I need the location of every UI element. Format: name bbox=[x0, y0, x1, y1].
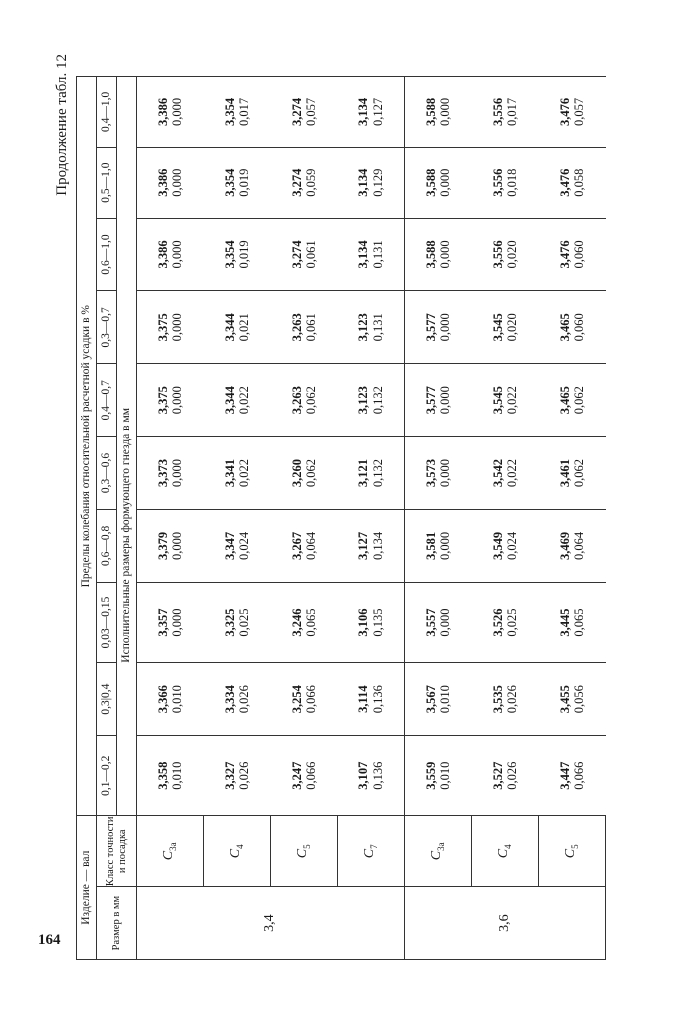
dimension-value: 3,445 bbox=[557, 608, 572, 637]
tolerance-value: 0,062 bbox=[304, 386, 318, 415]
tolerance-value: 0,056 bbox=[572, 685, 586, 714]
tolerance-value: 0,062 bbox=[572, 458, 586, 488]
value-cell bbox=[405, 437, 472, 510]
class-subscript: 4 bbox=[235, 844, 246, 849]
dimension-value: 3,379 bbox=[155, 531, 170, 560]
dimension-value: 3,542 bbox=[490, 458, 505, 488]
dimension-value: 3,134 bbox=[356, 168, 371, 197]
table-row bbox=[405, 77, 472, 960]
class-letter: C bbox=[496, 848, 512, 859]
dimension-value: 3,386 bbox=[155, 168, 170, 197]
accuracy-class-cell bbox=[271, 816, 338, 887]
accuracy-class-cell bbox=[137, 816, 204, 887]
dimension-value: 3,260 bbox=[289, 458, 304, 488]
tolerance-value: 0,000 bbox=[170, 168, 185, 197]
tolerance-value: 0,062 bbox=[304, 458, 318, 488]
dimension-value: 3,354 bbox=[222, 168, 237, 197]
value-cell bbox=[539, 291, 606, 364]
dimension-value: 3,123 bbox=[356, 386, 371, 415]
value-cell bbox=[271, 582, 338, 662]
tolerance-value: 0,060 bbox=[572, 240, 586, 269]
dimension-value: 3,358 bbox=[155, 761, 170, 790]
value-cell bbox=[338, 147, 405, 218]
class-letter: C bbox=[295, 848, 311, 859]
value-cell bbox=[405, 736, 472, 816]
dimension-value: 3,447 bbox=[557, 761, 572, 790]
value-cell bbox=[271, 77, 338, 148]
class-subscript: 5 bbox=[570, 844, 581, 849]
value-cell bbox=[405, 291, 472, 364]
value-cell bbox=[472, 736, 539, 816]
tolerance-value: 0,019 bbox=[237, 168, 251, 197]
size-cell: 3,4 bbox=[137, 887, 405, 960]
dimension-value: 3,545 bbox=[490, 313, 505, 342]
dimension-value: 3,267 bbox=[289, 531, 304, 560]
class-subscript: 7 bbox=[369, 844, 380, 849]
tolerance-value: 0,022 bbox=[505, 458, 519, 488]
dimension-value: 3,263 bbox=[289, 313, 304, 342]
tolerance-value: 0,000 bbox=[438, 458, 453, 488]
dimension-value: 3,545 bbox=[490, 386, 505, 415]
dimension-value: 3,366 bbox=[155, 685, 170, 714]
tolerance-value: 0,127 bbox=[370, 97, 385, 126]
value-cell bbox=[539, 147, 606, 218]
value-cell bbox=[204, 147, 271, 218]
class-letter: C bbox=[563, 848, 579, 859]
value-cell bbox=[271, 509, 338, 582]
table-row bbox=[338, 77, 405, 960]
value-cell bbox=[539, 364, 606, 437]
dimension-value: 3,274 bbox=[289, 168, 304, 197]
shrinkage-table bbox=[76, 76, 606, 960]
value-cell bbox=[472, 291, 539, 364]
value-cell bbox=[405, 364, 472, 437]
table-row bbox=[539, 77, 606, 960]
range-header: 0,3—0,7 bbox=[97, 291, 117, 364]
value-cell bbox=[405, 147, 472, 218]
dimension-value: 3,263 bbox=[289, 386, 304, 415]
range-header: 0,4—0,7 bbox=[97, 364, 117, 437]
dimension-value: 3,557 bbox=[423, 608, 438, 637]
tolerance-value: 0,065 bbox=[572, 608, 586, 637]
tolerance-value: 0,066 bbox=[304, 761, 318, 790]
table-row bbox=[204, 77, 271, 960]
value-cell bbox=[271, 437, 338, 510]
value-cell bbox=[338, 663, 405, 736]
value-cell bbox=[338, 364, 405, 437]
tolerance-value: 0,136 bbox=[370, 685, 385, 714]
tolerance-value: 0,019 bbox=[237, 240, 251, 269]
value-cell bbox=[204, 437, 271, 510]
dimension-value: 3,549 bbox=[490, 531, 505, 560]
dimension-value: 3,559 bbox=[423, 761, 438, 790]
table-row bbox=[137, 77, 204, 960]
size-cell: 3,6 bbox=[405, 887, 606, 960]
tolerance-value: 0,000 bbox=[438, 97, 453, 126]
dimension-value: 3,334 bbox=[222, 685, 237, 714]
value-cell bbox=[472, 147, 539, 218]
tolerance-value: 0,026 bbox=[505, 761, 519, 790]
value-cell bbox=[472, 509, 539, 582]
tolerance-value: 0,135 bbox=[370, 608, 385, 637]
class-letter: C bbox=[228, 848, 244, 859]
class-subscript: 3а bbox=[436, 842, 447, 851]
tolerance-value: 0,000 bbox=[438, 386, 453, 415]
value-cell bbox=[405, 77, 472, 148]
tolerance-value: 0,134 bbox=[370, 531, 385, 560]
dimension-value: 3,357 bbox=[155, 608, 170, 637]
dimension-value: 3,123 bbox=[356, 313, 371, 342]
value-cell bbox=[405, 218, 472, 291]
value-cell bbox=[137, 736, 204, 816]
tolerance-value: 0,136 bbox=[370, 761, 385, 790]
dimension-value: 3,347 bbox=[222, 531, 237, 560]
accuracy-class-cell bbox=[472, 816, 539, 887]
table-caption: Продолжение табл. 12 bbox=[54, 54, 70, 196]
dimension-value: 3,327 bbox=[222, 761, 237, 790]
dimension-value: 3,134 bbox=[356, 240, 371, 269]
table-row bbox=[271, 77, 338, 960]
value-cell bbox=[271, 663, 338, 736]
value-cell bbox=[405, 663, 472, 736]
tolerance-value: 0,060 bbox=[572, 313, 586, 342]
dimension-value: 3,535 bbox=[490, 685, 505, 714]
dimension-value: 3,107 bbox=[356, 761, 371, 790]
tolerance-value: 0,131 bbox=[370, 240, 385, 269]
value-cell bbox=[271, 291, 338, 364]
value-cell bbox=[204, 77, 271, 148]
dimension-value: 3,465 bbox=[557, 386, 572, 415]
dimension-value: 3,134 bbox=[356, 97, 371, 126]
dimension-value: 3,573 bbox=[423, 458, 438, 488]
tolerance-value: 0,000 bbox=[438, 168, 453, 197]
tolerance-value: 0,000 bbox=[438, 313, 453, 342]
class-subscript: 5 bbox=[302, 844, 313, 849]
range-header: 0,3—0,6 bbox=[97, 437, 117, 510]
value-cell bbox=[338, 437, 405, 510]
table-row bbox=[472, 77, 539, 960]
value-cell bbox=[204, 663, 271, 736]
value-cell bbox=[137, 147, 204, 218]
value-cell bbox=[137, 582, 204, 662]
accuracy-class-cell bbox=[204, 816, 271, 887]
dimension-value: 3,577 bbox=[423, 386, 438, 415]
tolerance-value: 0,129 bbox=[370, 168, 385, 197]
value-cell bbox=[539, 663, 606, 736]
tolerance-value: 0,000 bbox=[170, 240, 185, 269]
dimension-value: 3,469 bbox=[557, 531, 572, 560]
dimension-value: 3,588 bbox=[423, 168, 438, 197]
dimension-value: 3,121 bbox=[356, 458, 371, 488]
dimension-value: 3,556 bbox=[490, 97, 505, 126]
shrinkage-title: Пределы колебания относительной расчетной усадки в % bbox=[77, 77, 97, 816]
class-subscript: 3а bbox=[168, 842, 179, 851]
value-cell bbox=[137, 291, 204, 364]
tolerance-value: 0,131 bbox=[370, 313, 385, 342]
value-cell bbox=[204, 291, 271, 364]
dimension-value: 3,373 bbox=[155, 458, 170, 488]
tolerance-value: 0,017 bbox=[237, 97, 251, 126]
tolerance-value: 0,000 bbox=[170, 458, 185, 488]
value-cell bbox=[539, 218, 606, 291]
tolerance-value: 0,010 bbox=[438, 685, 453, 714]
product-header: Изделие — вал bbox=[77, 816, 97, 960]
dimension-value: 3,114 bbox=[356, 685, 371, 713]
dimension-value: 3,127 bbox=[356, 531, 371, 560]
class-subscript: 4 bbox=[503, 844, 514, 849]
tolerance-value: 0,018 bbox=[505, 168, 519, 197]
range-header: 0,6—1,0 bbox=[97, 218, 117, 291]
dimension-value: 3,556 bbox=[490, 240, 505, 269]
value-cell bbox=[271, 736, 338, 816]
range-header: 0,03—0,15 bbox=[97, 582, 117, 662]
dimension-value: 3,246 bbox=[289, 608, 304, 637]
dimension-value: 3,476 bbox=[557, 168, 572, 197]
value-cell bbox=[405, 509, 472, 582]
tolerance-value: 0,026 bbox=[505, 685, 519, 714]
accuracy-class-cell bbox=[539, 816, 606, 887]
range-header: 0,6—0,8 bbox=[97, 509, 117, 582]
tolerance-value: 0,021 bbox=[237, 313, 251, 342]
tolerance-value: 0,000 bbox=[170, 313, 185, 342]
value-cell bbox=[472, 77, 539, 148]
dimension-value: 3,455 bbox=[557, 685, 572, 714]
tolerance-value: 0,066 bbox=[304, 685, 318, 714]
tolerance-value: 0,022 bbox=[505, 386, 519, 415]
value-cell bbox=[338, 509, 405, 582]
tolerance-value: 0,022 bbox=[237, 458, 251, 488]
tolerance-value: 0,026 bbox=[237, 761, 251, 790]
tolerance-value: 0,000 bbox=[170, 531, 185, 560]
value-cell bbox=[539, 437, 606, 510]
value-cell bbox=[338, 736, 405, 816]
dimension-value: 3,386 bbox=[155, 240, 170, 269]
range-header: 0,3|0,4 bbox=[97, 663, 117, 736]
dimension-value: 3,556 bbox=[490, 168, 505, 197]
class-letter: C bbox=[362, 848, 378, 859]
value-cell bbox=[137, 77, 204, 148]
dimension-value: 3,577 bbox=[423, 313, 438, 342]
dimension-value: 3,274 bbox=[289, 97, 304, 126]
value-cell bbox=[338, 582, 405, 662]
dimension-value: 3,254 bbox=[289, 685, 304, 714]
value-cell bbox=[137, 218, 204, 291]
value-cell bbox=[204, 509, 271, 582]
page-number: 164 bbox=[38, 932, 61, 948]
value-cell bbox=[539, 736, 606, 816]
tolerance-value: 0,000 bbox=[170, 386, 185, 415]
dimension-value: 3,386 bbox=[155, 97, 170, 126]
value-cell bbox=[271, 218, 338, 291]
tolerance-value: 0,022 bbox=[237, 386, 251, 415]
rotated-table-area bbox=[54, 54, 644, 960]
value-cell bbox=[204, 364, 271, 437]
dimension-value: 3,461 bbox=[557, 458, 572, 488]
range-header: 0,4—1,0 bbox=[97, 77, 117, 148]
tolerance-value: 0,010 bbox=[170, 685, 185, 714]
dimension-value: 3,344 bbox=[222, 386, 237, 415]
dimension-value: 3,465 bbox=[557, 313, 572, 342]
tolerance-value: 0,064 bbox=[572, 531, 586, 560]
tolerance-value: 0,000 bbox=[438, 608, 453, 637]
value-cell bbox=[539, 582, 606, 662]
tolerance-value: 0,025 bbox=[505, 608, 519, 637]
size-header: Размер в мм bbox=[97, 887, 137, 960]
value-cell bbox=[204, 218, 271, 291]
value-cell bbox=[338, 77, 405, 148]
dimension-value: 3,588 bbox=[423, 240, 438, 269]
value-cell bbox=[271, 147, 338, 218]
dimension-value: 3,274 bbox=[289, 240, 304, 269]
range-header: 0,5—1,0 bbox=[97, 147, 117, 218]
dimension-value: 3,581 bbox=[423, 531, 438, 560]
tolerance-value: 0,064 bbox=[304, 531, 318, 560]
tolerance-value: 0,066 bbox=[572, 761, 586, 790]
tolerance-value: 0,010 bbox=[170, 761, 185, 790]
value-cell bbox=[204, 736, 271, 816]
value-cell bbox=[472, 582, 539, 662]
tolerance-value: 0,059 bbox=[304, 168, 318, 197]
tolerance-value: 0,020 bbox=[505, 240, 519, 269]
executive-dimensions-header: Исполнительные размеры формующего гнезда в мм bbox=[117, 77, 137, 663]
dimension-value: 3,325 bbox=[222, 608, 237, 637]
dimension-value: 3,588 bbox=[423, 97, 438, 126]
dimension-value: 3,247 bbox=[289, 761, 304, 790]
value-cell bbox=[137, 364, 204, 437]
tolerance-value: 0,026 bbox=[237, 685, 251, 714]
dimension-value: 3,341 bbox=[222, 458, 237, 488]
value-cell bbox=[137, 663, 204, 736]
header-spacer bbox=[117, 663, 137, 816]
value-cell bbox=[472, 364, 539, 437]
class-letter: C bbox=[161, 850, 177, 861]
tolerance-value: 0,000 bbox=[170, 97, 185, 126]
value-cell bbox=[405, 582, 472, 662]
dimension-value: 3,476 bbox=[557, 97, 572, 126]
dimension-value: 3,106 bbox=[356, 608, 371, 637]
tolerance-value: 0,132 bbox=[370, 458, 385, 488]
value-cell bbox=[137, 437, 204, 510]
tolerance-value: 0,000 bbox=[438, 240, 453, 269]
accuracy-class-cell bbox=[338, 816, 405, 887]
value-cell bbox=[472, 218, 539, 291]
value-cell bbox=[539, 509, 606, 582]
class-letter: C bbox=[429, 850, 445, 861]
tolerance-value: 0,065 bbox=[304, 608, 318, 637]
dimension-value: 3,476 bbox=[557, 240, 572, 269]
tolerance-value: 0,025 bbox=[237, 608, 251, 637]
tolerance-value: 0,062 bbox=[572, 386, 586, 415]
tolerance-value: 0,057 bbox=[572, 97, 586, 126]
tolerance-value: 0,000 bbox=[438, 531, 453, 560]
value-cell bbox=[472, 663, 539, 736]
tolerance-value: 0,010 bbox=[438, 761, 453, 790]
value-cell bbox=[271, 364, 338, 437]
tolerance-value: 0,024 bbox=[505, 531, 519, 560]
tolerance-value: 0,058 bbox=[572, 168, 586, 197]
value-cell bbox=[472, 437, 539, 510]
tolerance-value: 0,061 bbox=[304, 240, 318, 269]
value-cell bbox=[338, 218, 405, 291]
tolerance-value: 0,061 bbox=[304, 313, 318, 342]
dimension-value: 3,526 bbox=[490, 608, 505, 637]
accuracy-class-cell bbox=[405, 816, 472, 887]
value-cell bbox=[137, 509, 204, 582]
tolerance-value: 0,017 bbox=[505, 97, 519, 126]
tolerance-value: 0,057 bbox=[304, 97, 318, 126]
tolerance-value: 0,020 bbox=[505, 313, 519, 342]
dimension-value: 3,344 bbox=[222, 313, 237, 342]
tolerance-value: 0,132 bbox=[370, 386, 385, 415]
dimension-value: 3,527 bbox=[490, 761, 505, 790]
value-cell bbox=[338, 291, 405, 364]
dimension-value: 3,567 bbox=[423, 685, 438, 714]
dimension-value: 3,354 bbox=[222, 240, 237, 269]
value-cell bbox=[204, 582, 271, 662]
accuracy-class-header: Класс точности и посадка bbox=[97, 816, 137, 887]
dimension-value: 3,375 bbox=[155, 313, 170, 342]
value-cell bbox=[539, 77, 606, 148]
dimension-value: 3,354 bbox=[222, 97, 237, 126]
tolerance-value: 0,000 bbox=[170, 608, 185, 637]
dimension-value: 3,375 bbox=[155, 386, 170, 415]
range-header: 0,1—0,2 bbox=[97, 736, 117, 816]
tolerance-value: 0,024 bbox=[237, 531, 251, 560]
